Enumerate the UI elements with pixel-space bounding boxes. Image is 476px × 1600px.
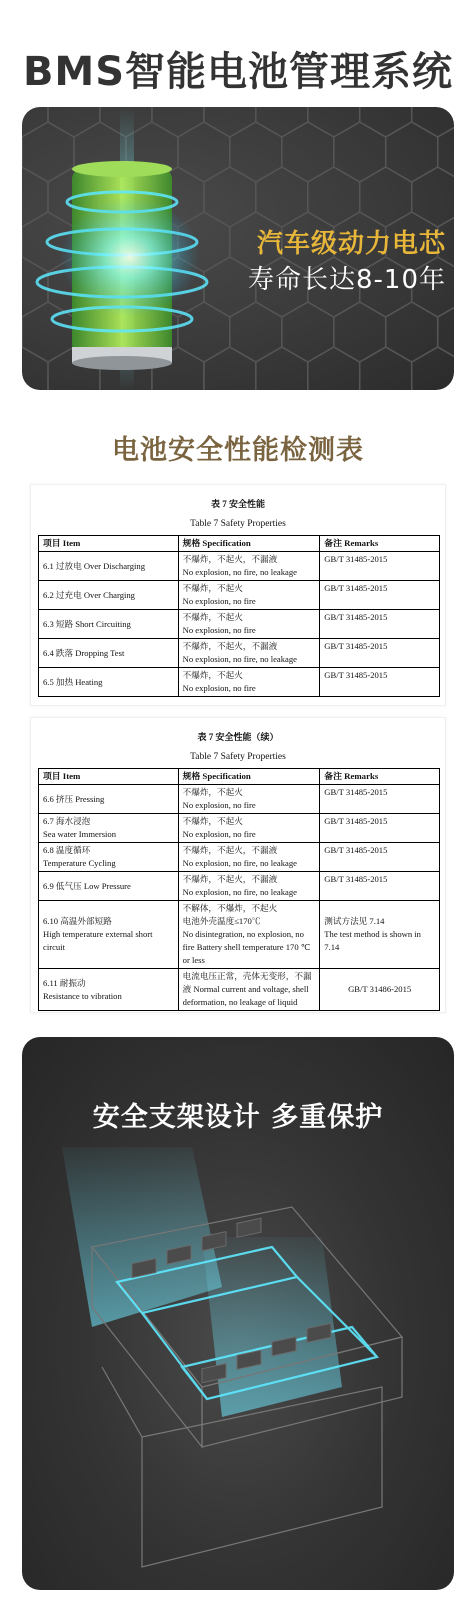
spec-en: No explosion, no fire, no leakage (182, 858, 297, 868)
item-cell (39, 785, 179, 814)
header-spec: 规格 Specification (178, 536, 320, 552)
section-title: 电池安全性能检测表 (112, 435, 364, 466)
hexagon-cell (386, 122, 438, 182)
item-en: High temperature external short circuit (43, 929, 153, 952)
rack-banner (22, 1037, 454, 1590)
hexagon-cell (412, 107, 454, 137)
table-header-row (39, 536, 440, 552)
hexagon-cell (308, 107, 360, 137)
table-row (39, 814, 440, 843)
table-row (39, 639, 440, 668)
spec-en: No explosion, no fire (182, 596, 256, 606)
table-row (39, 668, 440, 697)
table-caption-cn: 表 7 安全性能（续） (197, 732, 279, 742)
table-header-row (39, 769, 440, 785)
hero-banner (22, 107, 454, 390)
table-row (39, 581, 440, 610)
table-row (39, 969, 440, 1011)
hexagon-cell (334, 122, 386, 182)
remark-cell: GB/T 31485-2015 (320, 785, 440, 814)
hexagon-cell (360, 167, 412, 227)
spec-cn: 不爆炸，不起火，不漏液 (182, 874, 278, 884)
spec-cn-temp: 电池外壳温度≤170℃ (182, 916, 261, 926)
remark-cn: 测试方法见 7.14 (324, 916, 385, 926)
spec-cn: 不爆炸，不起火 (182, 612, 243, 622)
spec-cell (178, 901, 320, 969)
item-cell: 6.2 过充电 Over Charging (39, 581, 179, 610)
item-en: Temperature Cycling (43, 858, 116, 868)
table-row (39, 843, 440, 872)
hexagon-cell (308, 347, 360, 390)
spec-cn: 不爆炸，不起火 (182, 787, 243, 797)
spec-en: No explosion, no fire, no leakage (182, 887, 297, 897)
hexagon-cell (256, 347, 308, 390)
page-title: BMS智能电池管理系统 (22, 49, 454, 95)
spec-table (38, 768, 440, 1011)
hexagon-cell (256, 107, 308, 137)
safety-table-2 (30, 717, 446, 1013)
remark-en: The test method is shown in 7.14 (324, 929, 421, 952)
remark-cell: GB/T 31485-2015 (320, 668, 440, 697)
spec-cell (178, 872, 320, 901)
item-cell: 6.3 短路 Short Circuiting (39, 610, 179, 639)
item-cell: 6.5 加热 Heating (39, 668, 179, 697)
remark-cell: GB/T 31485-2015 (320, 552, 440, 581)
item-en: Resistance to vibration (43, 990, 122, 1001)
item-cell (39, 814, 179, 843)
table-caption-en: Table 7 Safety Properties (190, 752, 286, 762)
hexagon-cell (256, 167, 308, 227)
hero-subheadline: 寿命长达8-10年 (247, 265, 446, 295)
hexagon-cell (360, 107, 412, 137)
spec-cell (178, 552, 320, 581)
safety-table-1 (30, 484, 446, 706)
item-cn: 6.6 挤压 Pressing (43, 793, 105, 804)
remark-cell: GB/T 31485-2015 (320, 814, 440, 843)
spec-cell (178, 610, 320, 639)
hexagon-cell (438, 302, 454, 362)
spec-en: No explosion, no fire, no leakage (182, 654, 297, 664)
spec-en: No explosion, no fire (182, 625, 256, 635)
remark-cell: GB/T 31485-2015 (320, 581, 440, 610)
spec-en: No explosion, no fire (182, 683, 256, 693)
item-cn: 6.10 高温外部短路 (43, 916, 112, 926)
item-cn: 6.8 温度循环 (43, 845, 91, 855)
spec-cn: 不爆炸，不起火，不漏液 (182, 641, 278, 651)
spec-table (38, 535, 440, 697)
spec-cn: 不爆炸，不起火 (182, 816, 243, 826)
spec-cell (178, 581, 320, 610)
item-cell (39, 872, 179, 901)
header-remarks: 备注 Remarks (320, 769, 440, 785)
spec-cell: 电流电压正常，壳体无变形，不漏液 Normal current and voltage, shell deformation, no leakage of liquid (178, 969, 320, 1011)
hexagon-cell (360, 347, 412, 390)
spec-cell (178, 843, 320, 872)
spec-cell (178, 668, 320, 697)
item-cn: 6.9 低气压 Low Pressure (43, 880, 131, 891)
item-cell (39, 843, 179, 872)
hexagon-cell (334, 302, 386, 362)
remark-cell: GB/T 31485-2015 (320, 610, 440, 639)
table-row (39, 872, 440, 901)
table-row (39, 610, 440, 639)
table-caption-en: Table 7 Safety Properties (190, 519, 286, 529)
remark-cell: GB/T 31485-2015 (320, 639, 440, 668)
spec-cn: 不爆炸，不起火，不漏液 (182, 845, 278, 855)
rack-title: 安全支架设计 多重保护 (92, 1102, 384, 1133)
spec-en: No explosion, no fire, no leakage (182, 567, 297, 577)
remark-cell: GB/T 31486-2015 (320, 969, 440, 1011)
hexagon-cell (308, 167, 360, 227)
spec-en: No disintegration, no explosion, no fire Battery shell temperature 170 ℃ or less (182, 929, 311, 965)
spec-cn: 不爆炸，不起火 (182, 670, 243, 680)
spec-cn: 不爆炸，不起火，不漏液 (182, 554, 278, 564)
hexagon-cell (386, 302, 438, 362)
hexagon-cell (282, 302, 334, 362)
spec-cell (178, 785, 320, 814)
item-cn: 6.7 海水浸泡 (43, 816, 91, 826)
item-cell: 6.4 跌落 Dropping Test (39, 639, 179, 668)
hero-headline: 汽车级动力电芯 (256, 229, 446, 259)
spec-en: No explosion, no fire (182, 800, 256, 810)
glowing-battery-icon (22, 107, 252, 390)
spec-cell (178, 814, 320, 843)
table-row (39, 552, 440, 581)
item-cell (39, 901, 179, 969)
header-remarks: 备注 Remarks (320, 536, 440, 552)
hexagon-cell (412, 167, 454, 227)
header-item: 项目 Item (39, 769, 179, 785)
item-cell: 6.1 过放电 Over Discharging (39, 552, 179, 581)
item-cn: 6.11 耐振动 (43, 977, 86, 988)
spec-cn: 不解体，不爆炸，不起火 (182, 903, 278, 913)
hexagon-cell (438, 122, 454, 182)
header-spec: 规格 Specification (178, 769, 320, 785)
table-caption-cn: 表 7 安全性能 (210, 499, 265, 509)
spec-cell (178, 639, 320, 668)
remark-cell: GB/T 31485-2015 (320, 872, 440, 901)
remark-cell (320, 901, 440, 969)
remark-cell: GB/T 31485-2015 (320, 843, 440, 872)
spec-en: No explosion, no fire (182, 829, 256, 839)
table-row (39, 901, 440, 969)
item-en: Sea water Immersion (43, 829, 117, 839)
spec-cn: 不爆炸，不起火 (182, 583, 243, 593)
item-cell (39, 969, 179, 1011)
header-item: 项目 Item (39, 536, 179, 552)
table-row (39, 785, 440, 814)
hexagon-cell (282, 122, 334, 182)
hexagon-cell (412, 347, 454, 390)
